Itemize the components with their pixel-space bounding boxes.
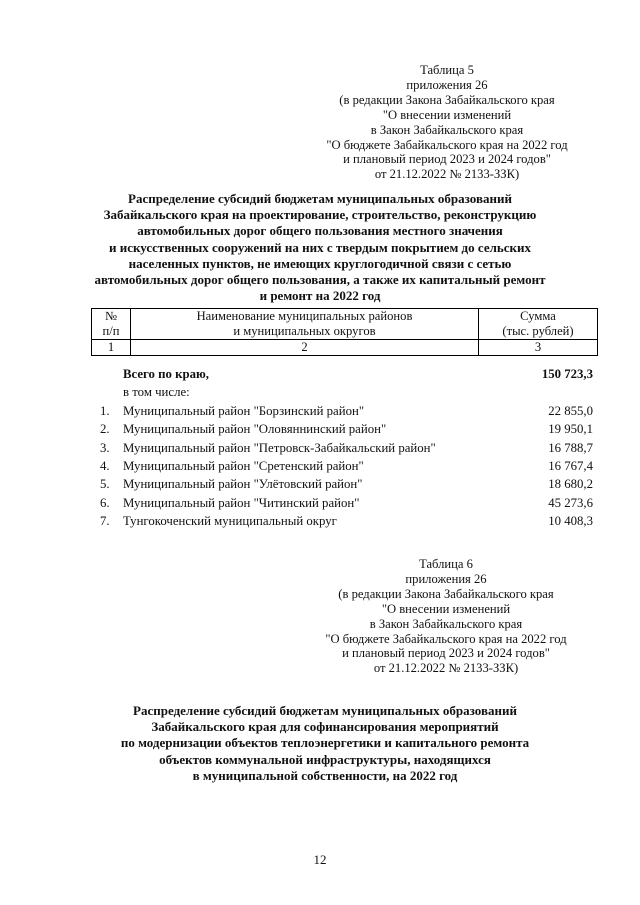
header-index-2: 2 <box>131 340 479 356</box>
header-index-1: 1 <box>92 340 131 356</box>
title-line: Распределение субсидий бюджетам муниципальных образований <box>128 191 512 206</box>
title-line: и ремонт на 2022 год <box>259 288 381 304</box>
total-amount: 150 723,3 <box>541 367 593 381</box>
table-row <box>91 514 598 532</box>
title-line: населенных пунктов, не имеющих круглогодичной связи с сетью <box>128 255 512 271</box>
header-name <box>131 309 479 340</box>
row-amount: 45 273,6 <box>548 495 593 510</box>
row-name: Муниципальный район "Сретенский район" <box>123 458 364 473</box>
caption-line: Таблица 5 <box>420 63 474 77</box>
caption-line: приложения 26 <box>406 77 488 92</box>
row-amount: 22 855,0 <box>548 403 593 418</box>
row-amount: 16 767,4 <box>548 458 593 473</box>
caption-line: "О внесении изменений <box>381 601 511 616</box>
table6-title <box>95 703 555 784</box>
caption-line: "О внесении изменений <box>382 107 512 122</box>
caption-line: Таблица 6 <box>419 557 473 571</box>
caption-line: и плановый период 2023 и 2024 годов" <box>343 152 551 167</box>
title-line: автомобильных дорог общего пользования местного значения <box>137 223 503 239</box>
caption-line: "О бюджете Забайкальского края на 2022 год <box>325 631 567 646</box>
row-amount: 18 680,2 <box>548 477 593 492</box>
title-line: объектов коммунальной инфраструктуры, находящихся <box>159 751 491 767</box>
row-amount: 10 408,3 <box>548 514 593 529</box>
row-number: 5. <box>100 477 110 492</box>
total-label: Всего по краю, <box>123 367 209 381</box>
caption-line: от 21.12.2022 № 2133-ЗЗК) <box>374 167 520 182</box>
including-row <box>91 385 598 403</box>
row-number: 3. <box>100 440 110 455</box>
header-amount-line1: Сумма <box>520 309 556 323</box>
row-name: Тунгокоченский муниципальный округ <box>123 514 337 529</box>
header-num <box>92 309 131 340</box>
caption-line: в Закон Забайкальского края <box>370 122 524 137</box>
title-line: в муниципальной собственности, на 2022 год <box>192 767 458 783</box>
header-number-row <box>92 340 598 356</box>
header-index-3: 3 <box>479 340 598 356</box>
row-name: Муниципальный район "Борзинский район" <box>123 403 365 418</box>
caption-line: (в редакции Закона Забайкальского края <box>338 586 554 601</box>
title-line: Распределение субсидий бюджетам муниципальных образований <box>133 703 517 718</box>
row-number: 7. <box>100 514 110 529</box>
caption-line: в Закон Забайкальского края <box>369 616 523 631</box>
row-amount: 19 950,1 <box>548 422 593 437</box>
header-name-line2: и муниципальных округов <box>233 324 376 338</box>
table-row <box>91 496 598 514</box>
caption-line: и плановый период 2023 и 2024 годов" <box>342 646 550 661</box>
including-label: в том числе: <box>123 385 190 400</box>
table5-body <box>91 367 598 533</box>
title-line: автомобильных дорог общего пользования, а также их капитальный ремонт <box>94 272 546 288</box>
page-number: 12 <box>313 852 327 867</box>
caption-line: (в редакции Закона Забайкальского края <box>339 92 555 107</box>
row-name: Муниципальный район "Петровск-Забайкальский район" <box>123 440 436 455</box>
row-number: 2. <box>100 422 110 437</box>
row-number: 6. <box>100 495 110 510</box>
table-row <box>91 441 598 459</box>
row-amount: 16 788,7 <box>548 440 593 455</box>
title-line: и искусственных сооружений на них с твердым покрытием до сельских <box>108 239 532 255</box>
table5-caption <box>312 63 582 182</box>
title-line: Забайкальского края на проектирование, строительство, реконструкцию <box>103 207 537 223</box>
header-row <box>92 309 598 340</box>
table6-caption <box>311 557 581 676</box>
header-amount-line2: (тыс. рублей) <box>502 324 574 338</box>
caption-line: "О бюджете Забайкальского края на 2022 год <box>326 137 568 152</box>
table-row <box>91 404 598 422</box>
table5-title <box>90 191 550 304</box>
row-name: Муниципальный район "Оловяннинский район" <box>123 422 387 437</box>
title-line: по модернизации объектов теплоэнергетики и капитального ремонта <box>120 735 530 751</box>
row-number: 1. <box>100 403 110 418</box>
header-amount <box>479 309 598 340</box>
header-num-line1: № <box>104 309 118 323</box>
row-number: 4. <box>100 458 110 473</box>
caption-line: от 21.12.2022 № 2133-ЗЗК) <box>373 661 519 676</box>
table-row <box>91 422 598 440</box>
row-name: Муниципальный район "Улётовский район" <box>123 477 363 492</box>
row-name: Муниципальный район "Читинский район" <box>123 495 360 510</box>
title-line: Забайкальского края для софинансирования мероприятий <box>151 719 499 735</box>
header-num-line2: п/п <box>102 324 120 338</box>
table-row <box>91 459 598 477</box>
table5-header <box>91 308 598 356</box>
header-name-line1: Наименование муниципальных районов <box>196 309 413 323</box>
table-row <box>91 477 598 495</box>
total-row <box>91 367 598 385</box>
caption-line: приложения 26 <box>405 571 487 586</box>
